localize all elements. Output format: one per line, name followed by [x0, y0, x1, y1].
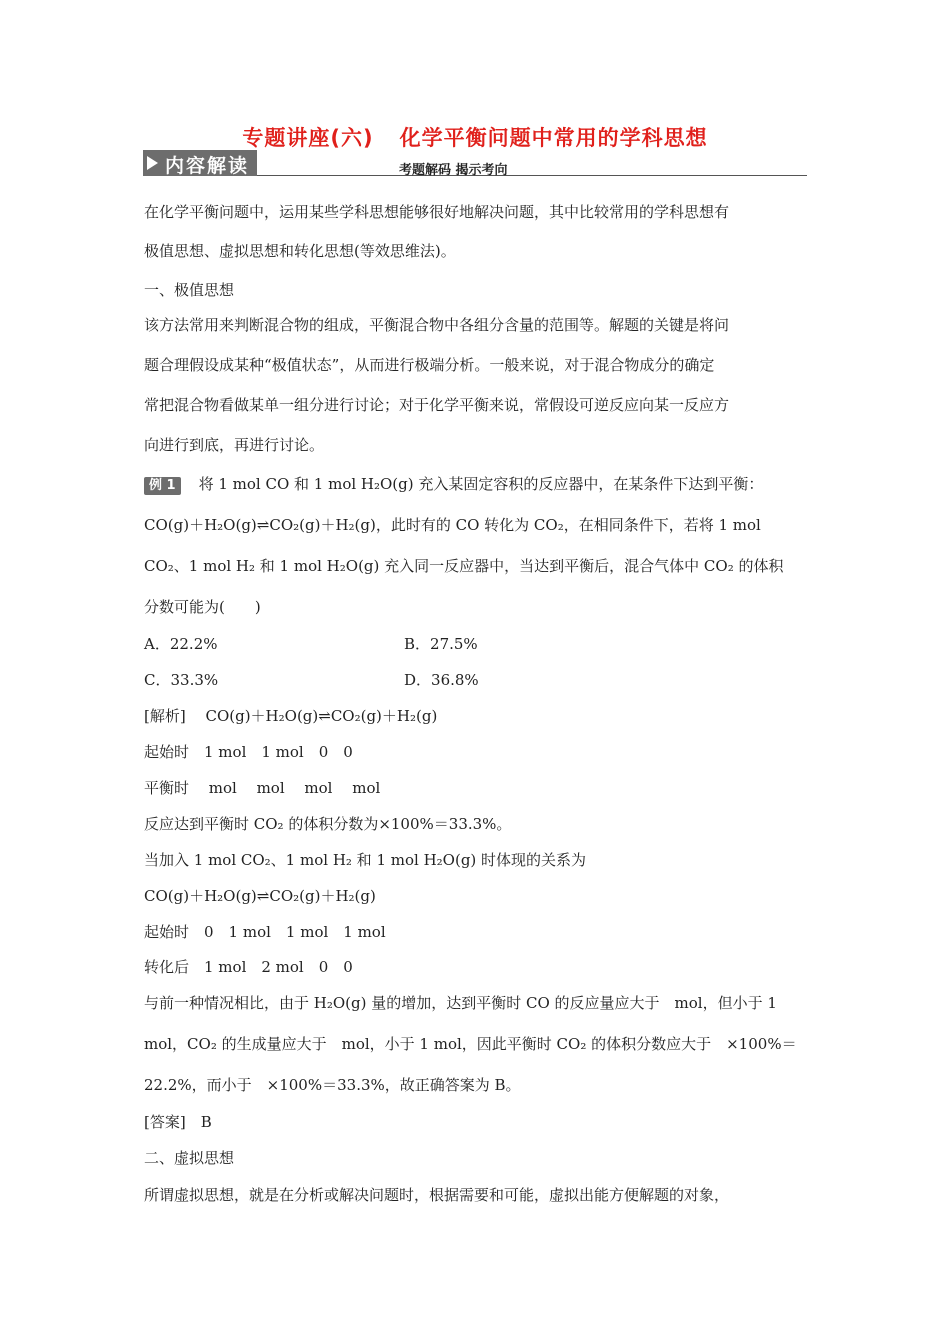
section-label: 内容解读 [165, 155, 250, 177]
title-part-1: 专题讲座(六) [242, 126, 374, 150]
example-text: 将 1 mol CO 和 1 mol H₂O(g) 充入某固定容积的反应器中，在某条件下达到平衡： [198, 475, 764, 493]
paragraph-line: 向进行到底，再进行讨论。 [144, 436, 325, 454]
option-b: B．27.5% [404, 635, 478, 653]
answer-line: [答案] B [144, 1113, 212, 1131]
example-line-2: CO(g)＋H₂O(g)⇌CO₂(g)＋H₂(g)，此时有的 CO 转化为 CO₂，在相同条件下，若将 1 mol [144, 516, 761, 534]
option-c: C．33.3% [144, 671, 219, 689]
analysis-line: 反应达到平衡时 CO₂ 的体积分数为×100%＝33.3%。 [144, 815, 512, 833]
analysis-line: 当加入 1 mol CO₂、1 mol H₂ 和 1 mol H₂O(g) 时体现的关系为 [144, 851, 587, 869]
paragraph-line: 所谓虚拟思想，就是在分析或解决问题时，根据需要和可能，虚拟出能方便解题的对象， [144, 1186, 730, 1204]
title-part-2: 化学平衡问题中常用的学科思想 [399, 126, 708, 150]
section-subtitle: 考题解码 揭示考向 [399, 163, 508, 178]
analysis-line: mol，CO₂ 的生成量应大于 mol，小于 1 mol，因此平衡时 CO₂ 的体积分数应大于 ×100%＝ [144, 1035, 797, 1053]
option-d: D．36.8% [404, 671, 479, 689]
paragraph-line: 常把混合物看做某单一组分进行讨论；对于化学平衡来说，常假设可逆反应向某一反应方 [144, 396, 730, 414]
intro-line-2: 极值思想、虚拟思想和转化思想(等效思维法)。 [144, 242, 456, 260]
heading-virtual-thinking: 二、虚拟思想 [144, 1149, 235, 1167]
section-underline [257, 175, 807, 176]
analysis-line: 起始时 0 1 mol 1 mol 1 mol [144, 923, 386, 941]
section-label-box [143, 150, 257, 176]
example-line-3: CO₂、1 mol H₂ 和 1 mol H₂O(g) 充入同一反应器中，当达到平衡后，混合气体中 CO₂ 的体积 [144, 557, 784, 575]
option-a: A．22.2% [144, 635, 218, 653]
example-line-4: 分数可能为( ) [144, 598, 261, 616]
play-arrow-icon [147, 156, 158, 170]
analysis-line: [解析] CO(g)＋H₂O(g)⇌CO₂(g)＋H₂(g) [144, 707, 438, 725]
analysis-line: 22.2%，而小于 ×100%＝33.3%，故正确答案为 B。 [144, 1076, 521, 1094]
paragraph-line: 该方法常用来判断混合物的组成，平衡混合物中各组分含量的范围等。解题的关键是将问 [144, 316, 730, 334]
example-badge: 例 1 [144, 477, 181, 495]
heading-extreme-value: 一、极值思想 [144, 281, 235, 299]
intro-line-1: 在化学平衡问题中，运用某些学科思想能够很好地解决问题，其中比较常用的学科思想有 [144, 203, 730, 221]
page-title [0, 122, 950, 152]
analysis-line: 平衡时 mol mol mol mol [144, 779, 381, 797]
analysis-line: 起始时 1 mol 1 mol 0 0 [144, 743, 353, 761]
section-banner [143, 150, 807, 178]
example-line-1 [144, 474, 763, 495]
analysis-line: 与前一种情况相比，由于 H₂O(g) 量的增加，达到平衡时 CO 的反应量应大于 mol，但小于 1 [144, 994, 777, 1012]
analysis-line: 转化后 1 mol 2 mol 0 0 [144, 958, 353, 976]
analysis-line: CO(g)＋H₂O(g)⇌CO₂(g)＋H₂(g) [144, 887, 376, 905]
paragraph-line: 题合理假设成某种“极值状态”，从而进行极端分析。一般来说，对于混合物成分的确定 [144, 356, 715, 374]
